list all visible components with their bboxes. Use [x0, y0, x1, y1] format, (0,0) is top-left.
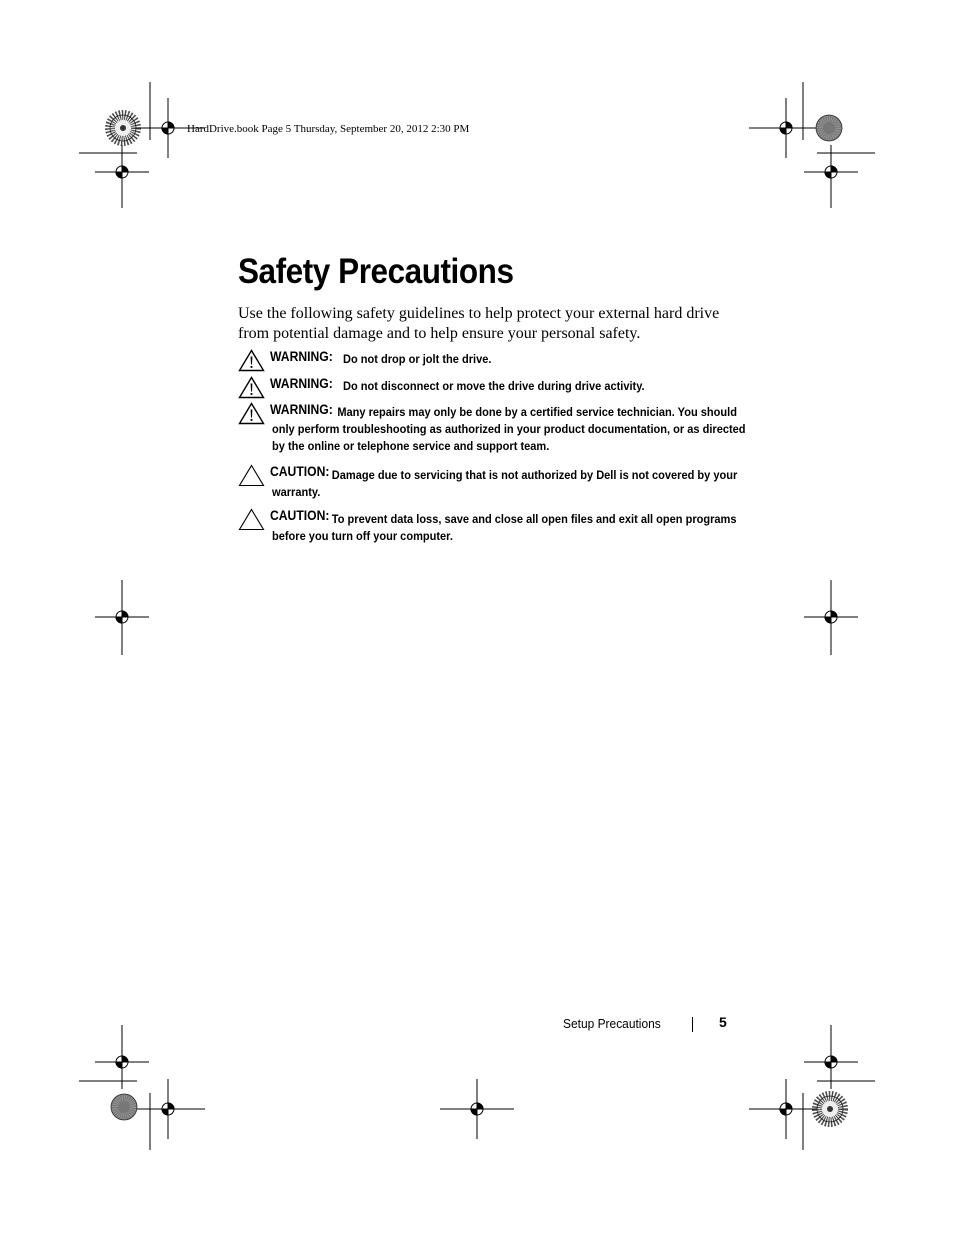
- warning-notice: [238, 349, 738, 371]
- print-slug: HardDrive.book Page 5 Thursday, September 20, 2012 2:30 PM: [187, 123, 470, 135]
- notice-label: WARNING:: [270, 402, 333, 417]
- notice-text: To prevent data loss, save and close all open files and exit all open programs before you turn off your computer.: [272, 512, 737, 543]
- notice-text: Do not drop or jolt the drive.: [343, 352, 492, 366]
- gray-dot-target: [111, 1094, 137, 1120]
- caution-notice: [238, 464, 738, 504]
- star-target: [817, 1096, 843, 1122]
- caution-icon: [238, 464, 265, 487]
- footer-section-title: Setup Precautions: [563, 1016, 661, 1031]
- page-title: Safety Precautions: [238, 252, 514, 291]
- warning-notice: [238, 376, 738, 398]
- footer-divider: [692, 1017, 693, 1032]
- notice-label: WARNING:: [270, 349, 333, 364]
- notice-text: Many repairs may only be done by a certified service technician. You should only perform troubleshooting as authorized in your product documentation, or as directed by the online or telephone service and support team.: [272, 405, 746, 453]
- notice-label: WARNING:: [270, 376, 333, 391]
- registration-target: [95, 590, 149, 644]
- warning-icon: [238, 349, 265, 372]
- registration-target: [749, 1079, 823, 1139]
- gray-dot-target: [816, 115, 842, 141]
- registration-target: [440, 1079, 514, 1139]
- notice-text: Do not disconnect or move the drive during drive activity.: [343, 379, 645, 393]
- notice-label: CAUTION:: [270, 464, 330, 479]
- intro-paragraph: Use the following safety guidelines to help protect your external hard drive from potential damage and to help ensure your personal safety.: [238, 305, 720, 342]
- registration-target: [131, 1079, 205, 1139]
- registration-target: [804, 590, 858, 644]
- registration-target: [749, 98, 823, 158]
- notice-label: CAUTION:: [270, 508, 330, 523]
- caution-icon: [238, 508, 265, 531]
- page-number: 5: [719, 1014, 727, 1030]
- notice-text: Damage due to servicing that is not authorized by Dell is not covered by your warranty.: [272, 468, 738, 499]
- caution-notice: [238, 508, 738, 548]
- crop-marks: [79, 82, 875, 1150]
- warning-icon: [238, 376, 265, 399]
- warning-notice: [238, 402, 746, 458]
- star-target: [110, 115, 136, 141]
- warning-icon: [238, 402, 265, 425]
